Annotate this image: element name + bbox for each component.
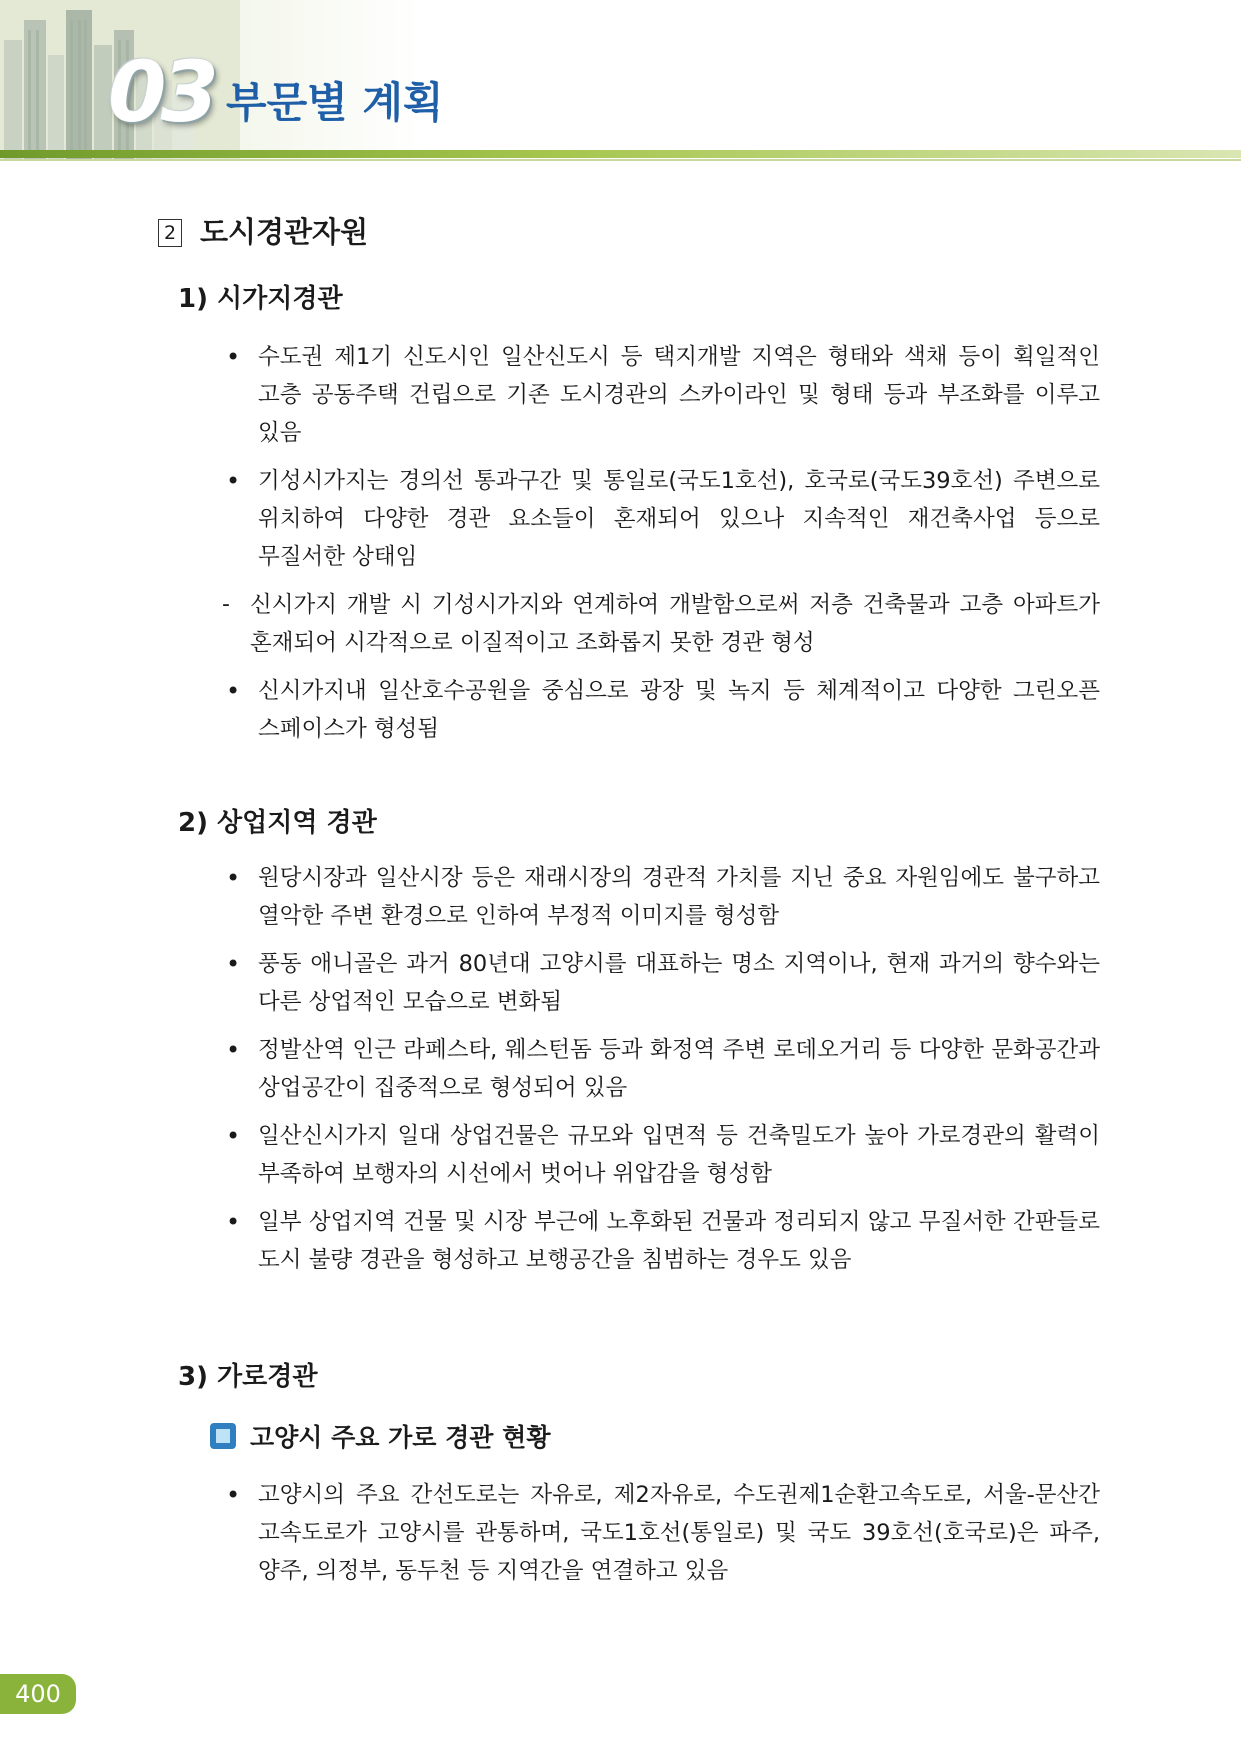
- list-item: • 원당시장과 일산시장 등은 재래시장의 경관적 가치를 지닌 중요 자원임에도 불구하고 열악한 주변 환경으로 인하여 부정적 이미지를 형성함: [226, 859, 1100, 935]
- section-heading: [158, 210, 368, 251]
- list-item: • 수도권 제1기 신도시인 일산신도시 등 택지개발 지역은 형태와 색채 등이 획일적인 고층 공동주택 건립으로 기존 도시경관의 스카이라인 및 형태 등과 부조화를 이루고 있음: [226, 338, 1100, 452]
- box-heading: [210, 1418, 550, 1454]
- square-bullet-icon: [210, 1423, 236, 1449]
- section-title: 도시경관자원: [200, 215, 369, 249]
- list-item-dash: - 신시가지 개발 시 기성시가지와 연계하여 개발함으로써 저층 건축물과 고층 아파트가 혼재되어 시각적으로 이질적이고 조화롭지 못한 경관 형성: [208, 586, 1100, 662]
- subsection-2-list: [226, 859, 1100, 1289]
- subsection-1-list: [226, 338, 1100, 758]
- box-heading-text: 고양시 주요 가로 경관 현황: [250, 1423, 551, 1452]
- chapter-number: 03: [108, 43, 213, 141]
- chapter-title: 부문별 계획: [226, 78, 444, 127]
- list-item: • 고양시의 주요 간선도로는 자유로, 제2자유로, 수도권제1순환고속도로, 서울-문산간 고속도로가 고양시를 관통하며, 국도1호선(통일로) 및 국도 39호선(호국로)은 파주, 양주, 의정부, 동두천 등 지역간을 연결하고 있음: [226, 1476, 1100, 1590]
- section-number-box: 2: [158, 219, 182, 247]
- subsection-title-2: 2) 상업지역 경관: [178, 808, 377, 838]
- header-divider: [0, 150, 1241, 158]
- subsection-title-1: 1) 시가지경관: [178, 284, 343, 314]
- list-item: • 일산신시가지 일대 상업건물은 규모와 입면적 등 건축밀도가 높아 가로경관의 활력이 부족하여 보행자의 시선에서 벗어나 위압감을 형성함: [226, 1117, 1100, 1193]
- list-item: • 풍동 애니골은 과거 80년대 고양시를 대표하는 명소 지역이나, 현재 과거의 향수와는 다른 상업적인 모습으로 변화됨: [226, 945, 1100, 1021]
- header-divider-thin: [0, 159, 1241, 161]
- list-item: • 정발산역 인근 라페스타, 웨스턴돔 등과 화정역 주변 로데오거리 등 다양한 문화공간과 상업공간이 집중적으로 형성되어 있음: [226, 1031, 1100, 1107]
- subsection-3-list: [226, 1476, 1100, 1600]
- subsection-title-3: 3) 가로경관: [178, 1362, 318, 1392]
- list-item: • 기성시가지는 경의선 통과구간 및 통일로(국도1호선), 호국로(국도39호선) 주변으로 위치하여 다양한 경관 요소들이 혼재되어 있으나 지속적인 재건축사업 등으로 무질서한 상태임: [226, 462, 1100, 576]
- list-item: • 신시가지내 일산호수공원을 중심으로 광장 및 녹지 등 체계적이고 다양한 그린오픈 스페이스가 형성됨: [226, 672, 1100, 748]
- page-number: 400: [0, 1674, 76, 1714]
- chapter-header: [0, 0, 1241, 160]
- list-item: • 일부 상업지역 건물 및 시장 부근에 노후화된 건물과 정리되지 않고 무질서한 간판들로 도시 불량 경관을 형성하고 보행공간을 침범하는 경우도 있음: [226, 1203, 1100, 1279]
